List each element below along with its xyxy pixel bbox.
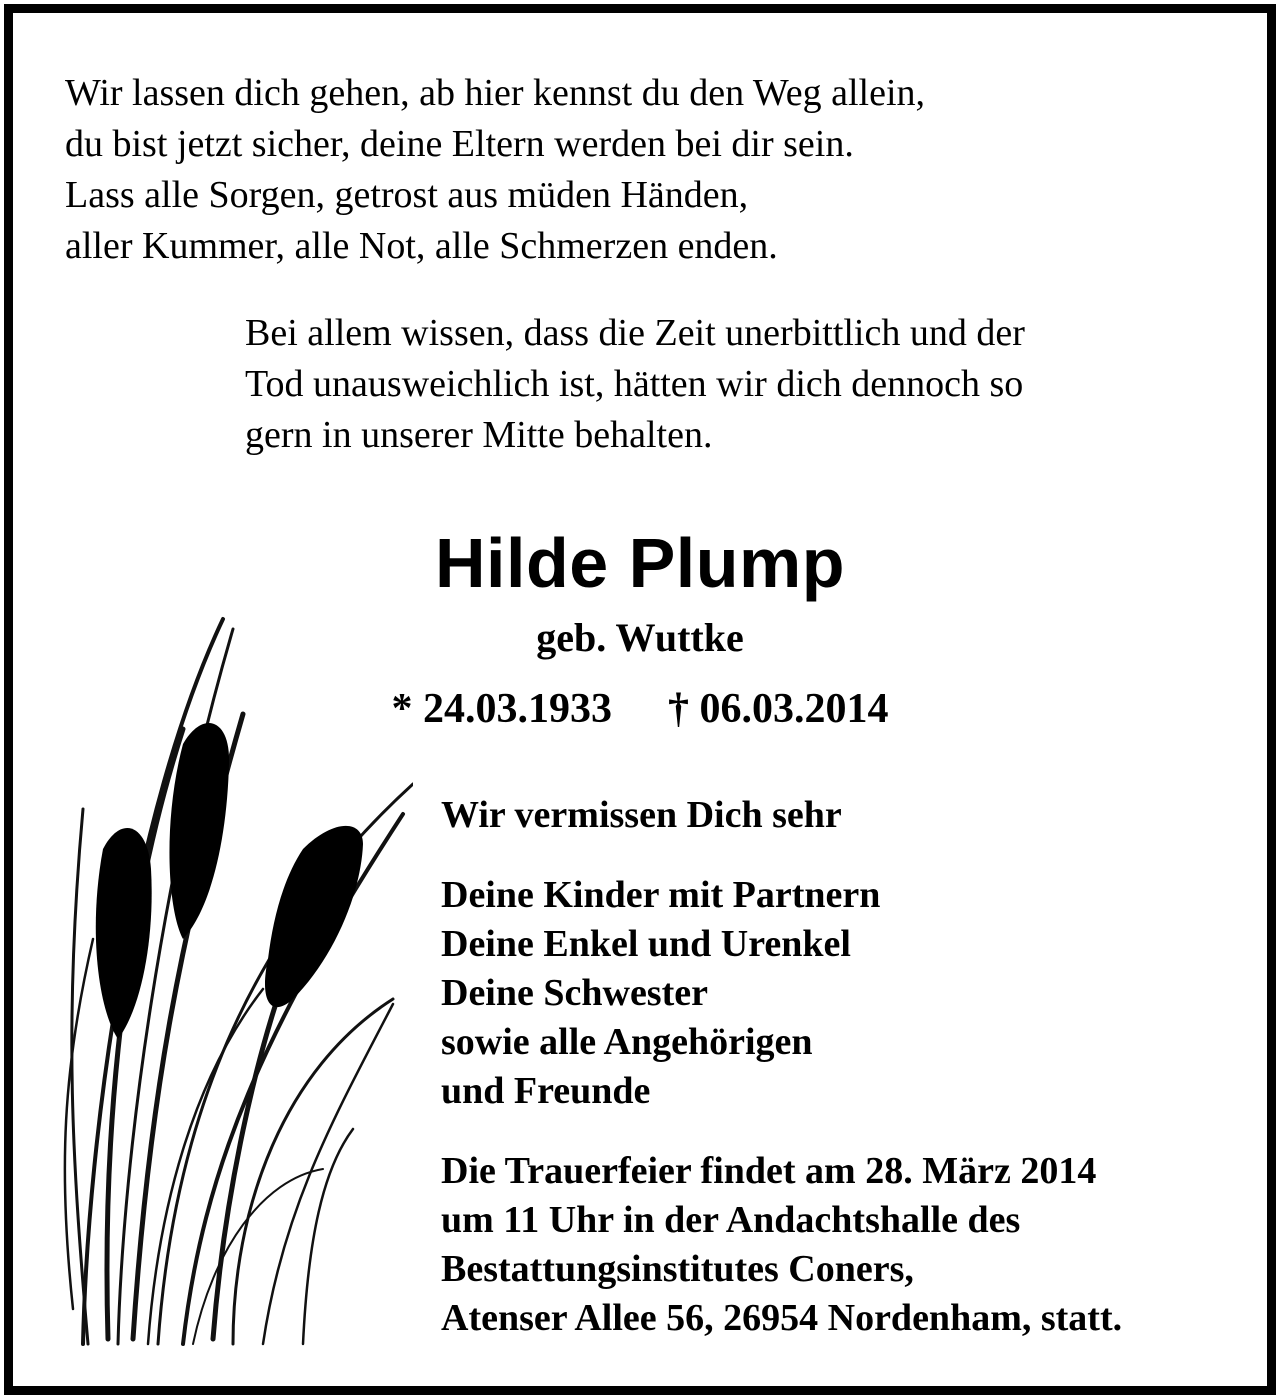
poem-line: aller Kummer, alle Not, alle Schmerzen enden. <box>65 225 778 267</box>
mourner-line: Deine Enkel und Urenkel <box>441 923 851 965</box>
poem-line: du bist jetzt sicher, deine Eltern werden bei dir sein. <box>65 123 854 165</box>
mourners-list <box>441 871 880 1116</box>
funeral-line: Atenser Allee 56, 26954 Nordenham, statt. <box>441 1297 1123 1339</box>
funeral-line: um 11 Uhr in der Andachtshalle des <box>441 1199 1021 1241</box>
cattail-reeds-icon <box>63 609 413 1349</box>
funeral-line: Bestattungsinstitutes Coners, <box>441 1248 914 1290</box>
poem-stanza-1 <box>65 68 925 272</box>
poem-line: Tod unausweichlich ist, hätten wir dich dennoch so <box>245 363 1024 405</box>
deceased-name: Hilde Plump <box>435 524 845 602</box>
poem-line: gern in unserer Mitte behalten. <box>245 414 713 456</box>
poem-stanza-2 <box>245 308 1025 461</box>
mourner-line: sowie alle Angehörigen <box>441 1021 813 1063</box>
funeral-details <box>441 1147 1122 1343</box>
mourner-line: Deine Schwester <box>441 972 708 1014</box>
mourner-line: Deine Kinder mit Partnern <box>441 874 881 916</box>
closing-message: Wir vermissen Dich sehr <box>441 794 842 836</box>
poem-line: Lass alle Sorgen, getrost aus müden Händen, <box>65 174 749 216</box>
funeral-line: Die Trauerfeier findet am 28. März 2014 <box>441 1150 1097 1192</box>
death-date: † 06.03.2014 <box>668 686 889 732</box>
mourner-line: und Freunde <box>441 1070 651 1112</box>
maiden-name: geb. Wuttke <box>536 615 744 660</box>
poem-line: Wir lassen dich gehen, ab hier kennst du den Weg allein, <box>65 72 926 114</box>
birth-date: * 24.03.1933 <box>391 686 612 732</box>
poem-line: Bei allem wissen, dass die Zeit unerbittlich und der <box>245 312 1025 354</box>
obituary-notice <box>4 4 1276 1395</box>
